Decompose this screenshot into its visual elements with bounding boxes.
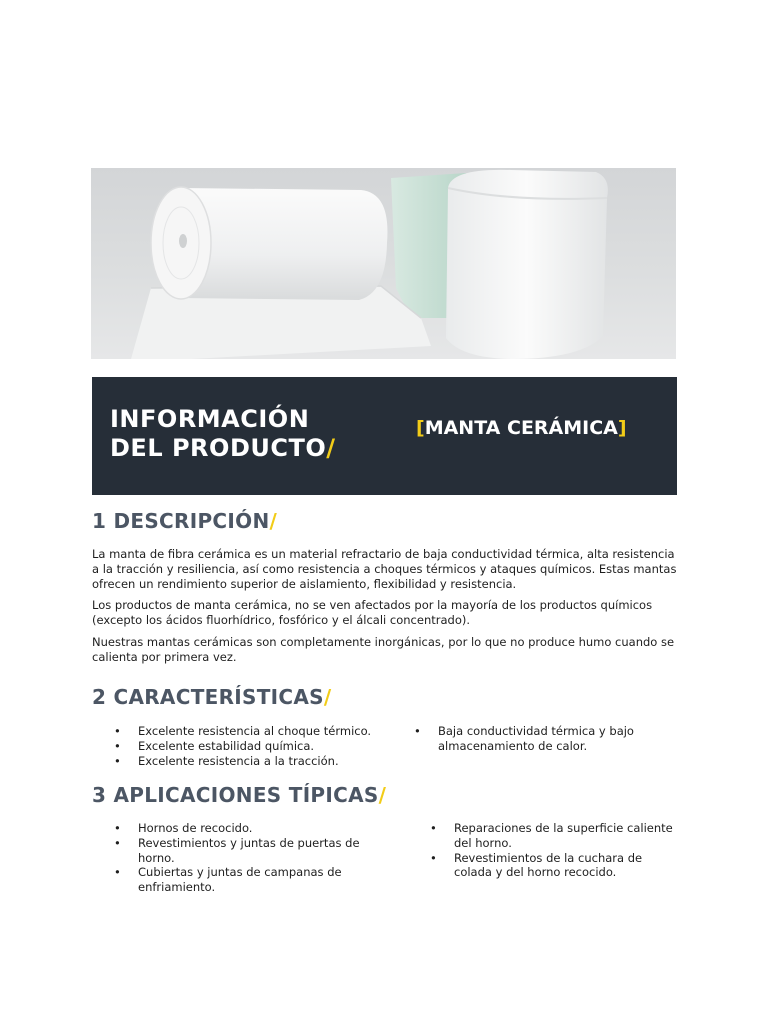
feature-item: • Excelente resistencia al choque térmico. (114, 724, 404, 739)
features-list-left (114, 724, 404, 768)
features-list-right (414, 724, 654, 754)
section-heading-features-text: 2 CARACTERÍSTICAS (92, 685, 324, 709)
feature-item: • Baja conductividad térmica y bajo almacenamiento de calor. (414, 724, 654, 754)
product-open-bracket: [ (416, 417, 425, 439)
application-item: • Revestimientos y juntas de puertas de horno. (114, 836, 364, 866)
application-item: • Reparaciones de la superficie caliente del horno. (430, 821, 680, 851)
product-info-banner (92, 377, 677, 495)
product-photo (91, 168, 676, 359)
application-item: • Revestimientos de la cuchara de colada y del horno recocido. (430, 851, 680, 881)
banner-title-line-2-text: DEL PRODUCTO (110, 434, 327, 462)
banner-product-name (416, 417, 627, 439)
product-name-text: MANTA CERÁMICA (424, 417, 618, 439)
banner-title (110, 405, 400, 463)
banner-title-line-1: INFORMACIÓN (110, 405, 310, 433)
section-heading-features (92, 685, 332, 709)
section-heading-features-slash: / (323, 685, 332, 709)
section-heading-description-text: 1 DESCRIPCIÓN (92, 509, 270, 533)
product-close-bracket: ] (617, 417, 627, 439)
section-heading-description-slash: / (269, 509, 278, 533)
description-paragraph-1: La manta de fibra cerámica es un material refractario de baja conductividad térmica, alta resistencia a la tracción y resiliencia, así como resistencia a choques térmicos y ataques químicos. Estas mantas ofrecen un rendimiento superior de aislamiento, flexibilidad y resistencia. (92, 547, 677, 591)
feature-item: • Excelente resistencia a la tracción. (114, 754, 404, 769)
banner-title-slash: / (326, 434, 336, 462)
applications-list-right (430, 821, 680, 880)
section-heading-applications-slash: / (378, 783, 387, 807)
section-heading-applications-text: 3 APLICACIONES TÍPICAS (92, 783, 379, 807)
description-paragraph-2: Los productos de manta cerámica, no se ven afectados por la mayoría de los productos químicos (excepto los ácidos fluorhídrico, fosfórico y el álcali concentrado). (92, 598, 653, 627)
banner-title-line-2 (110, 434, 400, 463)
ceramic-blanket-rolls-image (91, 168, 676, 359)
application-item: • Cubiertas y juntas de campanas de enfriamiento. (114, 865, 364, 895)
section-heading-applications (92, 783, 386, 807)
application-item: • Hornos de recocido. (114, 821, 364, 836)
description-paragraph-3: Nuestras mantas cerámicas son completamente inorgánicas, por lo que no produce humo cuando se calienta por primera vez. (92, 635, 675, 664)
section-heading-description (92, 509, 277, 533)
feature-item: • Excelente estabilidad química. (114, 739, 404, 754)
applications-list-left (114, 821, 364, 895)
